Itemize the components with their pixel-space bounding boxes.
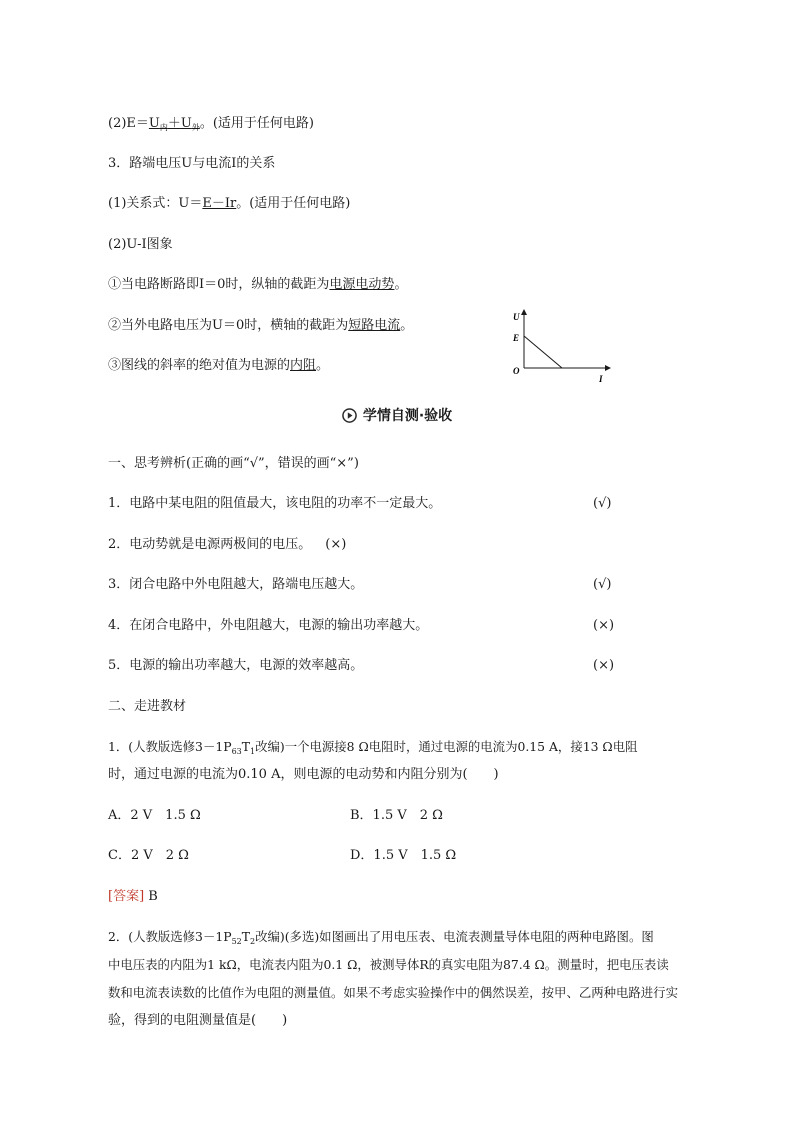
- graph-item-2: ②当外电路电压为U＝0时，横轴的截距为短路电流。: [108, 318, 414, 333]
- question-1-line-1: 1．(人教版选修$3-1P_{63}T_1$改编)一个电源接8 Ω电阻时，通过电源的电流为0.15 A，接13 Ω电阻: [108, 739, 638, 756]
- judgment-mark: (×): [325, 537, 347, 552]
- option-d: D．1.5 V 1.5 Ω: [350, 848, 457, 863]
- part2-heading: 二、走进教材: [108, 699, 187, 714]
- list-item: 4．在闭合电路中，外电阻越大，电源的输出功率越大。: [108, 618, 429, 633]
- formula-e-minus-ir: E－Ir: [202, 196, 237, 211]
- option-c: C．2 V 2 Ω: [108, 848, 189, 863]
- answer-label: [答案]: [108, 889, 145, 904]
- list-item: 1．电路中某电阻的阻值最大，该电阻的功率不一定最大。: [108, 496, 442, 511]
- question-2-line-3: 数和电流表读数的比值作为电阻的测量值。如果不考虑实验操作中的偶然误差，按甲、乙两种电路进行实: [108, 985, 678, 1000]
- graph-item-3: ③图线的斜率的绝对值为电源的内阻。: [108, 358, 330, 373]
- question-1-line-2: 时，通过电源的电流为0.10 A，则电源的电动势和内阻分别为( ): [108, 767, 499, 782]
- judgment-mark: (×): [593, 658, 615, 673]
- judgment-mark: (√): [593, 577, 612, 592]
- graph-item-1: ①当电路断路即I＝0时，纵轴的截距为电源电动势。: [108, 277, 408, 292]
- answer-internal-resistance: 内阻: [290, 358, 317, 373]
- ui-graph-title: (2)U-I图象: [108, 237, 173, 252]
- label-e: E: [513, 333, 520, 343]
- heading-terminal-voltage: 3．路端电压U与电流I的关系: [108, 156, 276, 171]
- answer-short-circuit-current: 短路电流: [348, 318, 401, 333]
- judgment-mark: (√): [593, 496, 612, 511]
- relation-formula-line: (1)关系式：U＝E－Ir。(适用于任何电路): [108, 196, 351, 211]
- formula-e-line: $(2)E=U_内+U_外$。(适用于任何电路): [108, 116, 315, 132]
- judgment-mark: (×): [593, 618, 615, 633]
- ui-graph: [507, 308, 615, 388]
- question-2-line-1: 2．(人教版选修$3-1P_{52}T_2$改编)(多选)如图画出了用电压表、电流表测量导体电阻的两种电路图。图: [108, 929, 654, 946]
- list-item: 3．闭合电路中外电阻越大，路端电压越大。: [108, 577, 364, 592]
- answer-emf: 电源电动势: [329, 277, 395, 292]
- play-circle-icon: [342, 408, 357, 423]
- label-o: O: [513, 366, 520, 376]
- formula-u-internal: $U_内+U_外$: [148, 116, 200, 132]
- section-title: 学情自测·验收: [0, 404, 794, 426]
- list-item: 5．电源的输出功率越大，电源的效率越高。: [108, 658, 364, 673]
- option-b: B．1.5 V 2 Ω: [350, 808, 443, 823]
- question-2-line-4: 验，得到的电阻测量值是( ): [108, 1013, 288, 1028]
- list-item: 2．电动势就是电源两极间的电压。 (×): [108, 537, 347, 552]
- question-2-line-2: 中电压表的内阻为1 kΩ，电流表内阻为0.1 Ω，被测导体R的真实电阻为87.4 Ω。测量时，把电压表读: [108, 957, 669, 972]
- option-a: A．2 V 1.5 Ω: [108, 808, 201, 823]
- answer-line: [108, 888, 158, 906]
- answer-value: B: [148, 889, 158, 904]
- ui-line: [524, 336, 562, 368]
- label-i: I: [599, 374, 603, 384]
- label-u: U: [513, 312, 520, 322]
- part1-heading: 一、思考辨析(正确的画“√”，错误的画“×”): [108, 456, 359, 471]
